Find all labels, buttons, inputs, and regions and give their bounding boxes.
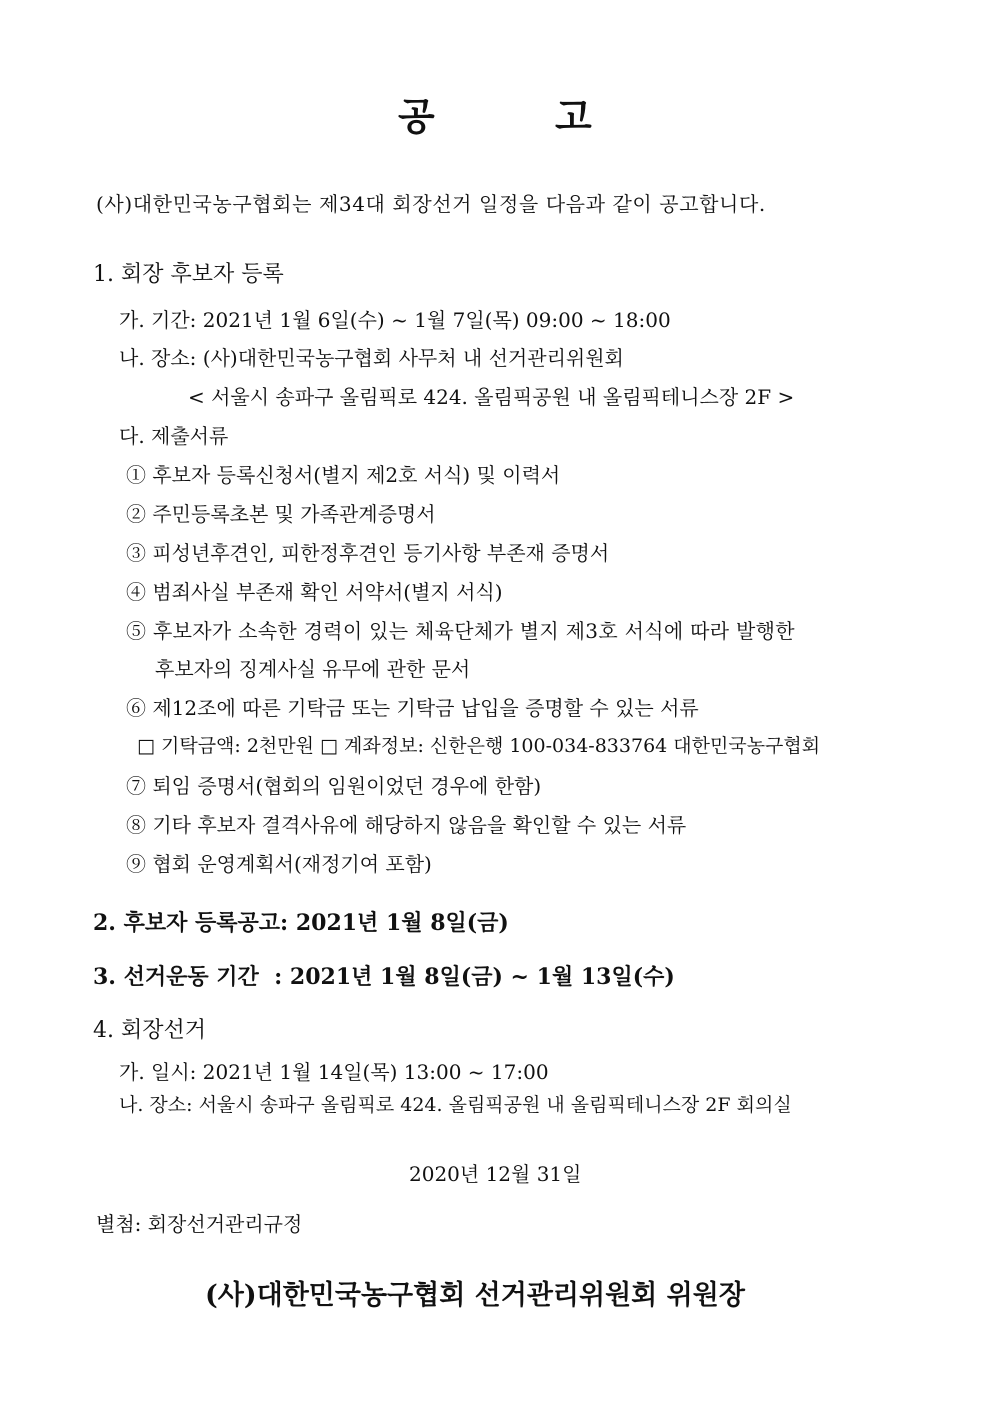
document-item-continued: 후보자의 징계사실 유무에 관한 문서 [155, 657, 471, 681]
section3-heading: 3. 선거운동 기간 : 2021년 1월 8일(금) ~ 1월 13일(수) [93, 964, 675, 990]
title-gong: 공 [398, 94, 435, 139]
registration-period: 가. 기간: 2021년 1월 6일(수) ~ 1월 7일(목) 09:00 ~ 18:00 [119, 308, 671, 332]
document-item: ④ 범죄사실 부존재 확인 서약서(별지 서식) [126, 580, 503, 604]
election-place: 나. 장소: 서울시 송파구 올림픽로 424. 올림픽공원 내 올림픽테니스장 2F 회의실 [119, 1094, 792, 1116]
documents-heading: 다. 제출서류 [119, 424, 229, 448]
election-datetime: 가. 일시: 2021년 1월 14일(목) 13:00 ~ 17:00 [119, 1060, 549, 1084]
document-item: ⑥ 제12조에 따른 기탁금 또는 기탁금 납입을 증명할 수 있는 서류 [126, 696, 699, 720]
document-item: ⑧ 기타 후보자 결격사유에 해당하지 않음을 확인할 수 있는 서류 [126, 813, 687, 837]
document-item: ⑨ 협회 운영계획서(재정기여 포함) [126, 852, 432, 876]
attachment-note: 별첨: 회장선거관리규정 [96, 1212, 303, 1236]
registration-place: 나. 장소: (사)대한민국농구협회 사무처 내 선거관리위원회 [119, 346, 624, 370]
document-item: ② 주민등록초본 및 가족관계증명서 [126, 502, 436, 526]
notice-date: 2020년 12월 31일 [409, 1162, 582, 1186]
document-item: ⑦ 퇴임 증명서(협회의 임원이었던 경우에 한함) [126, 774, 542, 798]
intro-text: (사)대한민국농구협회는 제34대 회장선거 일정을 다음과 같이 공고합니다. [96, 192, 766, 216]
section2-heading: 2. 후보자 등록공고: 2021년 1월 8일(금) [93, 910, 509, 936]
section4-heading: 4. 회장선거 [93, 1018, 206, 1043]
section1-heading: 1. 회장 후보자 등록 [93, 262, 284, 287]
deposit-info: □ 기탁금액: 2천만원 □ 계좌정보: 신한은행 100-034-833764 대한민국농구협회 [137, 735, 821, 757]
document-item: ① 후보자 등록신청서(별지 제2호 서식) 및 이력서 [126, 463, 561, 487]
document-item: ⑤ 후보자가 소속한 경력이 있는 체육단체가 별지 제3호 서식에 따라 발행한 [126, 619, 795, 643]
document-item: ③ 피성년후견인, 피한정후견인 등기사항 부존재 증명서 [126, 541, 610, 565]
signature-line: (사)대한민국농구협회 선거관리위원회 위원장 [205, 1280, 745, 1311]
registration-address: < 서울시 송파구 올림픽로 424. 올림픽공원 내 올림픽테니스장 2F > [188, 385, 795, 409]
title-go: 고 [555, 94, 592, 139]
